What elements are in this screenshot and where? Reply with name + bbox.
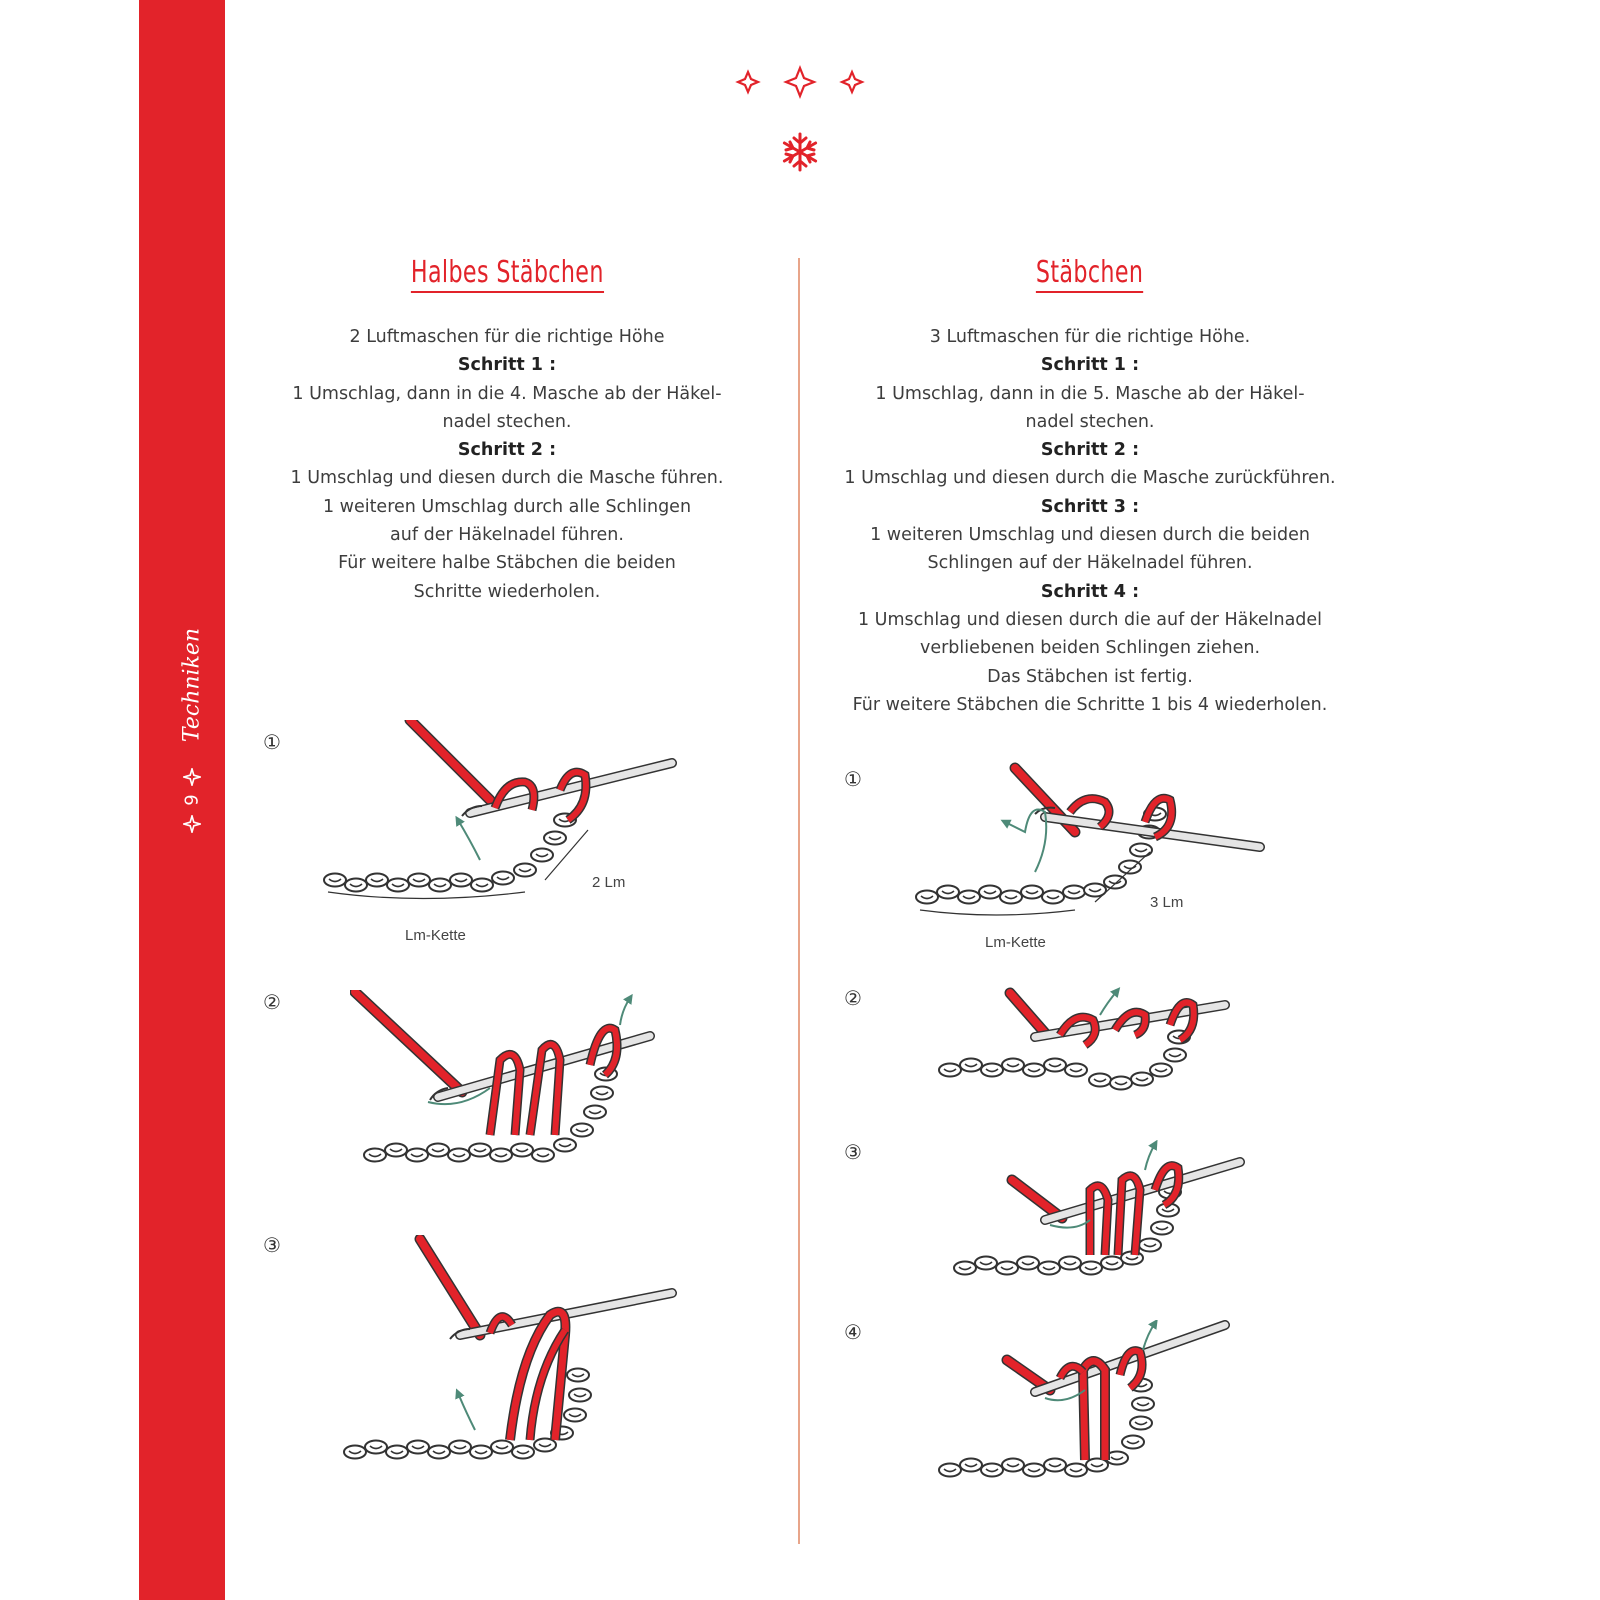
step-number: ④ xyxy=(844,1320,862,1344)
section-title-right: Stäbchen xyxy=(1036,255,1143,293)
chain-stitches xyxy=(954,1186,1181,1275)
snowflake-icon xyxy=(784,134,815,170)
diagram-left-step-2 xyxy=(350,990,670,1180)
diagram-left-step-1 xyxy=(320,720,690,950)
diagram-right-step-1 xyxy=(915,762,1275,962)
step-number: ② xyxy=(844,986,862,1010)
step-number: ② xyxy=(263,990,281,1014)
sparkle-icon xyxy=(738,68,862,96)
step-heading: Schritt 1 : xyxy=(457,355,557,376)
diagram-right-step-3 xyxy=(950,1140,1250,1290)
step-heading: Schritt 1 : xyxy=(1040,355,1140,376)
step-number: ① xyxy=(844,767,862,791)
decorative-ornament xyxy=(730,62,870,182)
page-number: 9 xyxy=(181,794,203,806)
diagram-right-step-2 xyxy=(935,985,1235,1105)
instruction-line: 1 weiteren Umschlag und diesen durch die beiden xyxy=(870,525,1310,546)
instruction-line: 1 Umschlag und diesen durch die Masche führen. xyxy=(290,468,724,489)
instructions-left xyxy=(227,323,787,606)
step-number: ③ xyxy=(263,1233,281,1257)
left-column xyxy=(227,255,787,606)
sparkle-icon xyxy=(183,768,201,786)
step-heading: Schritt 2 : xyxy=(1040,440,1140,461)
label-count: 2 Lm xyxy=(592,874,626,891)
instruction-line: Für weitere halbe Stäbchen die beiden xyxy=(338,553,676,574)
sidebar-section-label: Techniken xyxy=(179,627,205,743)
column-divider xyxy=(798,258,800,1544)
label-count: 3 Lm xyxy=(1150,894,1184,911)
chain-stitches xyxy=(324,814,576,892)
step-number: ① xyxy=(263,730,281,754)
instruction-line: Das Stäbchen ist fertig. xyxy=(987,666,1193,687)
instruction-line: nadel stechen. xyxy=(442,411,572,432)
instruction-line: verbliebenen beiden Schlingen ziehen. xyxy=(919,638,1261,659)
instruction-line: Für weitere Stäbchen die Schritte 1 bis 4 wiederholen. xyxy=(852,694,1328,715)
diagram-right-step-4 xyxy=(935,1320,1235,1490)
instruction-line: 1 weiteren Umschlag durch alle Schlingen xyxy=(322,496,692,517)
instruction-line: 3 Luftmaschen für die richtige Höhe. xyxy=(929,327,1251,347)
instruction-line: 1 Umschlag und diesen durch die Masche zurückführen. xyxy=(844,468,1336,489)
instruction-line: Schlingen auf der Häkelnadel führen. xyxy=(927,553,1253,574)
chain-stitches xyxy=(939,1031,1190,1090)
instruction-line: 1 Umschlag und diesen durch die auf der Häkelnadel xyxy=(857,609,1323,630)
step-heading: Schritt 2 : xyxy=(457,440,557,461)
instruction-line: 1 Umschlag, dann in die 4. Masche ab der Häkel- xyxy=(292,383,722,404)
instruction-line: auf der Häkelnadel führen. xyxy=(390,525,624,546)
instructions-right xyxy=(810,323,1370,719)
instruction-line: Schritte wiederholen. xyxy=(413,581,601,602)
instruction-line: nadel stechen. xyxy=(1025,411,1155,432)
right-column xyxy=(810,255,1370,719)
label-chain: Lm-Kette xyxy=(985,934,1046,951)
step-heading: Schritt 3 : xyxy=(1040,496,1140,517)
instruction-line: 1 Umschlag, dann in die 5. Masche ab der Häkel- xyxy=(875,383,1305,404)
instruction-line: 2 Luftmaschen für die richtige Höhe xyxy=(349,327,665,347)
step-heading: Schritt 4 : xyxy=(1040,581,1140,602)
diagram-left-step-3 xyxy=(340,1235,680,1475)
sparkle-icon xyxy=(183,815,201,833)
step-number: ③ xyxy=(844,1140,862,1164)
section-title-left: Halbes Stäbchen xyxy=(411,255,604,293)
label-chain: Lm-Kette xyxy=(405,927,466,944)
